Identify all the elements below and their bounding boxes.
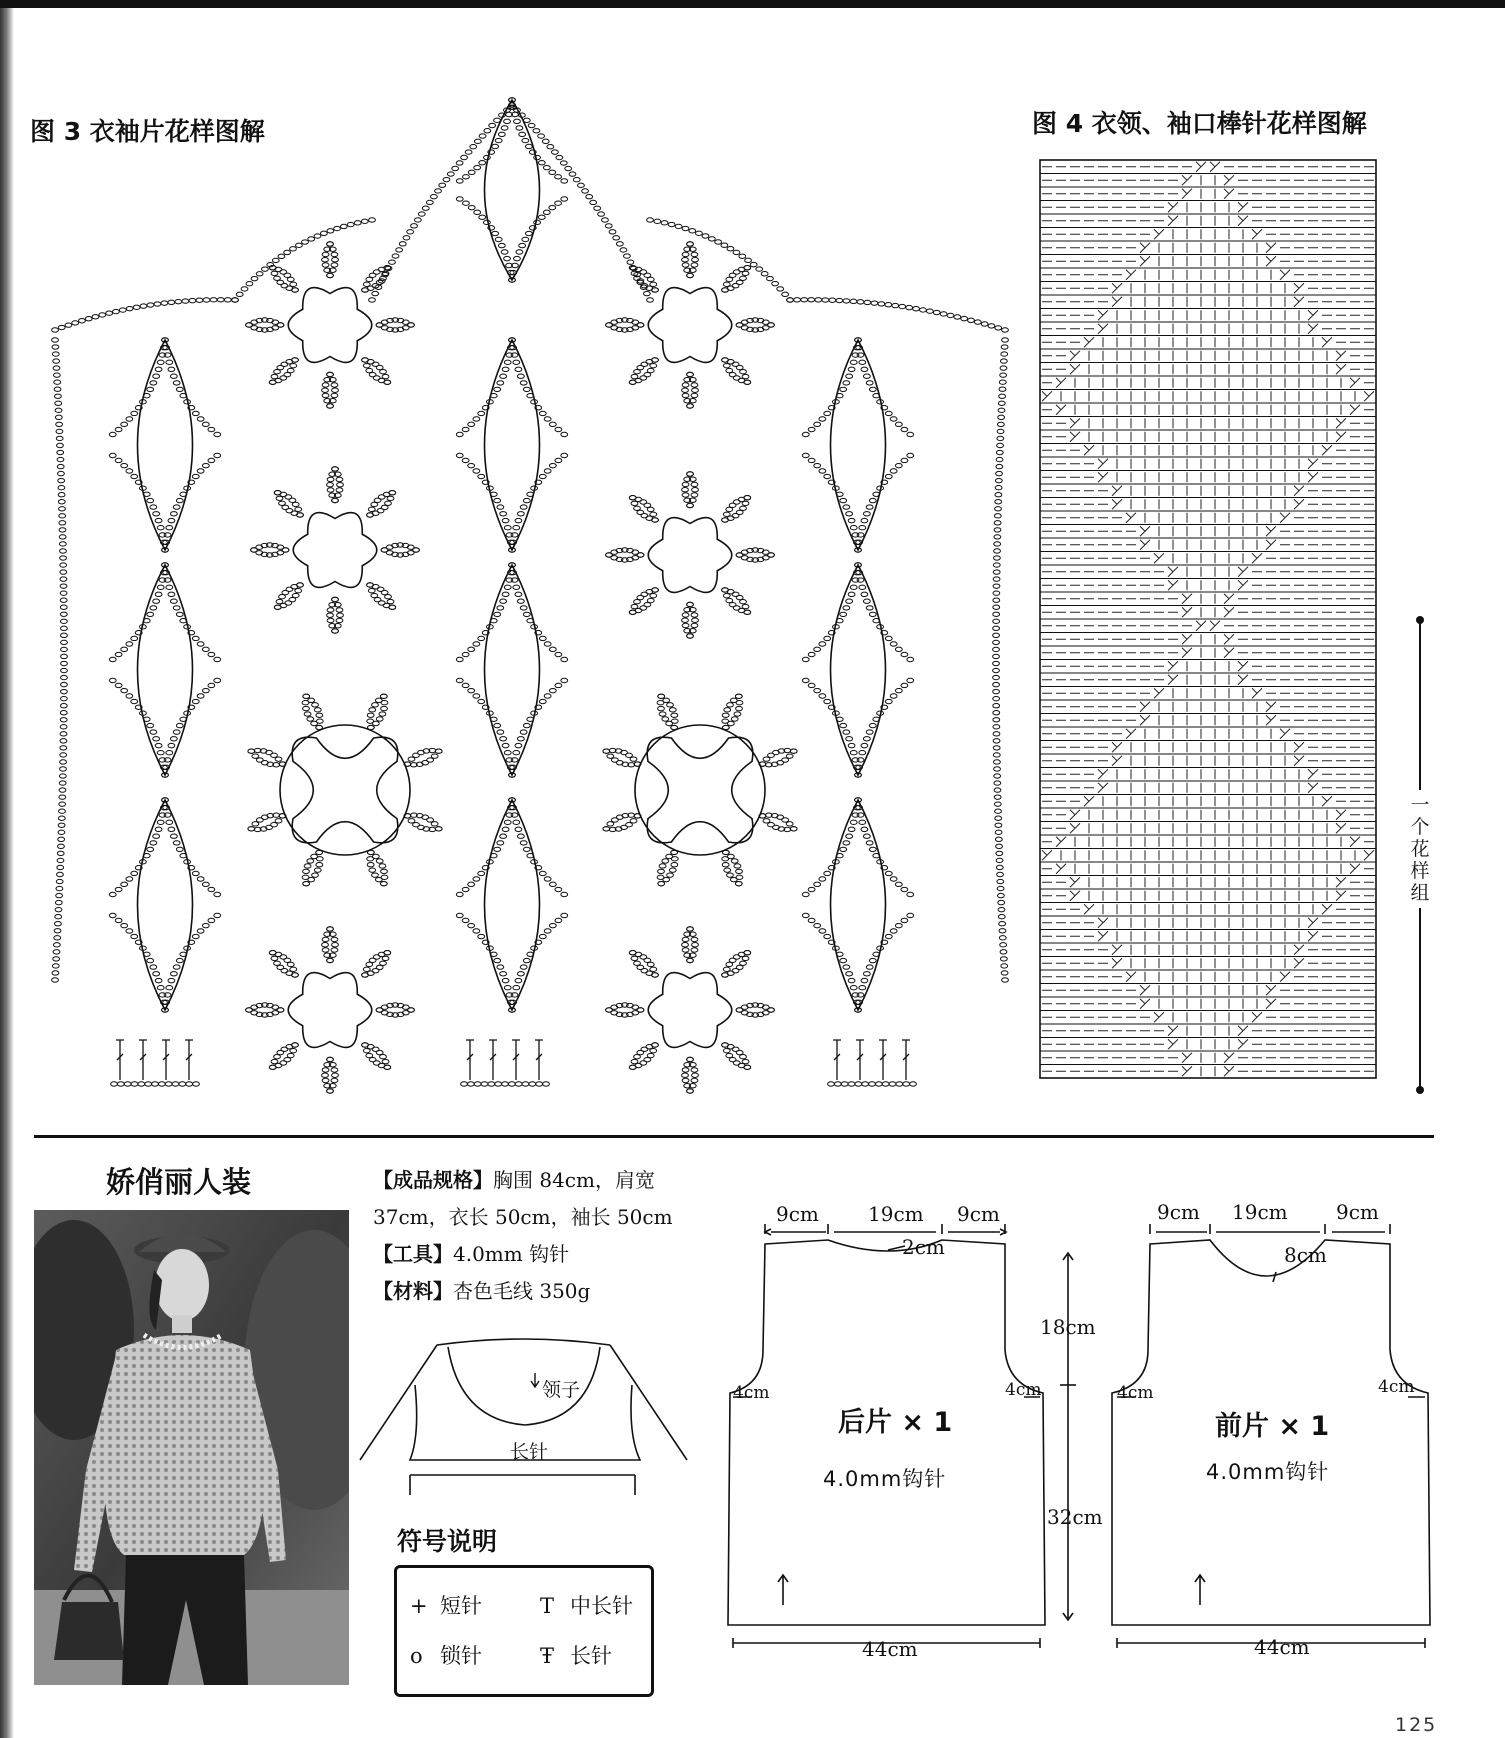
spec-tool-label: 【工具】 — [373, 1242, 453, 1266]
back-armhole-height: 18cm — [1040, 1315, 1096, 1339]
back-piece-name: 后片 × 1 — [838, 1407, 953, 1438]
front-shoulder-left: 9cm — [1157, 1200, 1200, 1224]
back-width: 44cm — [862, 1637, 918, 1661]
back-shoulder-right: 9cm — [957, 1202, 1000, 1226]
back-body-height: 32cm — [1047, 1505, 1103, 1529]
back-neck-depth: 2cm — [902, 1235, 945, 1259]
legend-title: 符号说明 — [397, 1527, 498, 1556]
legend-item-chain-stitch: o 锁针 — [410, 1644, 482, 1668]
figure3-title: 图 3 衣袖片花样图解 — [30, 117, 265, 146]
front-neck-width: 19cm — [1232, 1200, 1288, 1224]
front-armhole-right: 4cm — [1378, 1377, 1415, 1397]
spec-material-label: 【材料】 — [373, 1279, 453, 1303]
front-piece-name: 前片 × 1 — [1215, 1411, 1330, 1442]
back-armhole-left: 4cm — [733, 1383, 770, 1403]
page-number: 125 — [1395, 1714, 1438, 1736]
back-armhole-right: 4cm — [1005, 1380, 1042, 1400]
spec-size-text-2: 37cm，衣长 50cm，袖长 50cm — [373, 1205, 673, 1229]
back-piece-tool: 4.0mm钩针 — [823, 1467, 947, 1491]
legend-item-half-double-crochet: T 中长针 — [540, 1594, 633, 1618]
front-piece-tool: 4.0mm钩针 — [1206, 1460, 1330, 1484]
back-neck-width: 19cm — [868, 1202, 924, 1226]
back-shoulder-left: 9cm — [776, 1202, 819, 1226]
collar-label: 领子 — [542, 1379, 581, 1401]
legend-item-single-crochet: + 短针 — [410, 1594, 482, 1618]
pattern-repeat-label: 一 个 花 样 组 — [1409, 790, 1431, 908]
body-stitch-label: 长针 — [510, 1441, 549, 1463]
spec-tool-text: 4.0mm 钩针 — [453, 1242, 570, 1266]
spec-size-label: 【成品规格】 — [373, 1168, 493, 1192]
front-armhole-left: 4cm — [1117, 1383, 1154, 1403]
spec-material-text: 杏色毛线 350g — [453, 1279, 591, 1303]
project-title: 娇俏丽人装 — [106, 1165, 252, 1199]
figure4-title: 图 4 衣领、袖口棒针花样图解 — [1032, 109, 1367, 138]
legend-item-double-crochet: Ŧ 长针 — [540, 1644, 612, 1668]
front-shoulder-right: 9cm — [1336, 1200, 1379, 1224]
spec-size-text-1: 胸围 84cm，肩宽 — [493, 1168, 655, 1192]
front-width: 44cm — [1254, 1635, 1310, 1659]
front-neck-depth: 8cm — [1284, 1243, 1327, 1267]
